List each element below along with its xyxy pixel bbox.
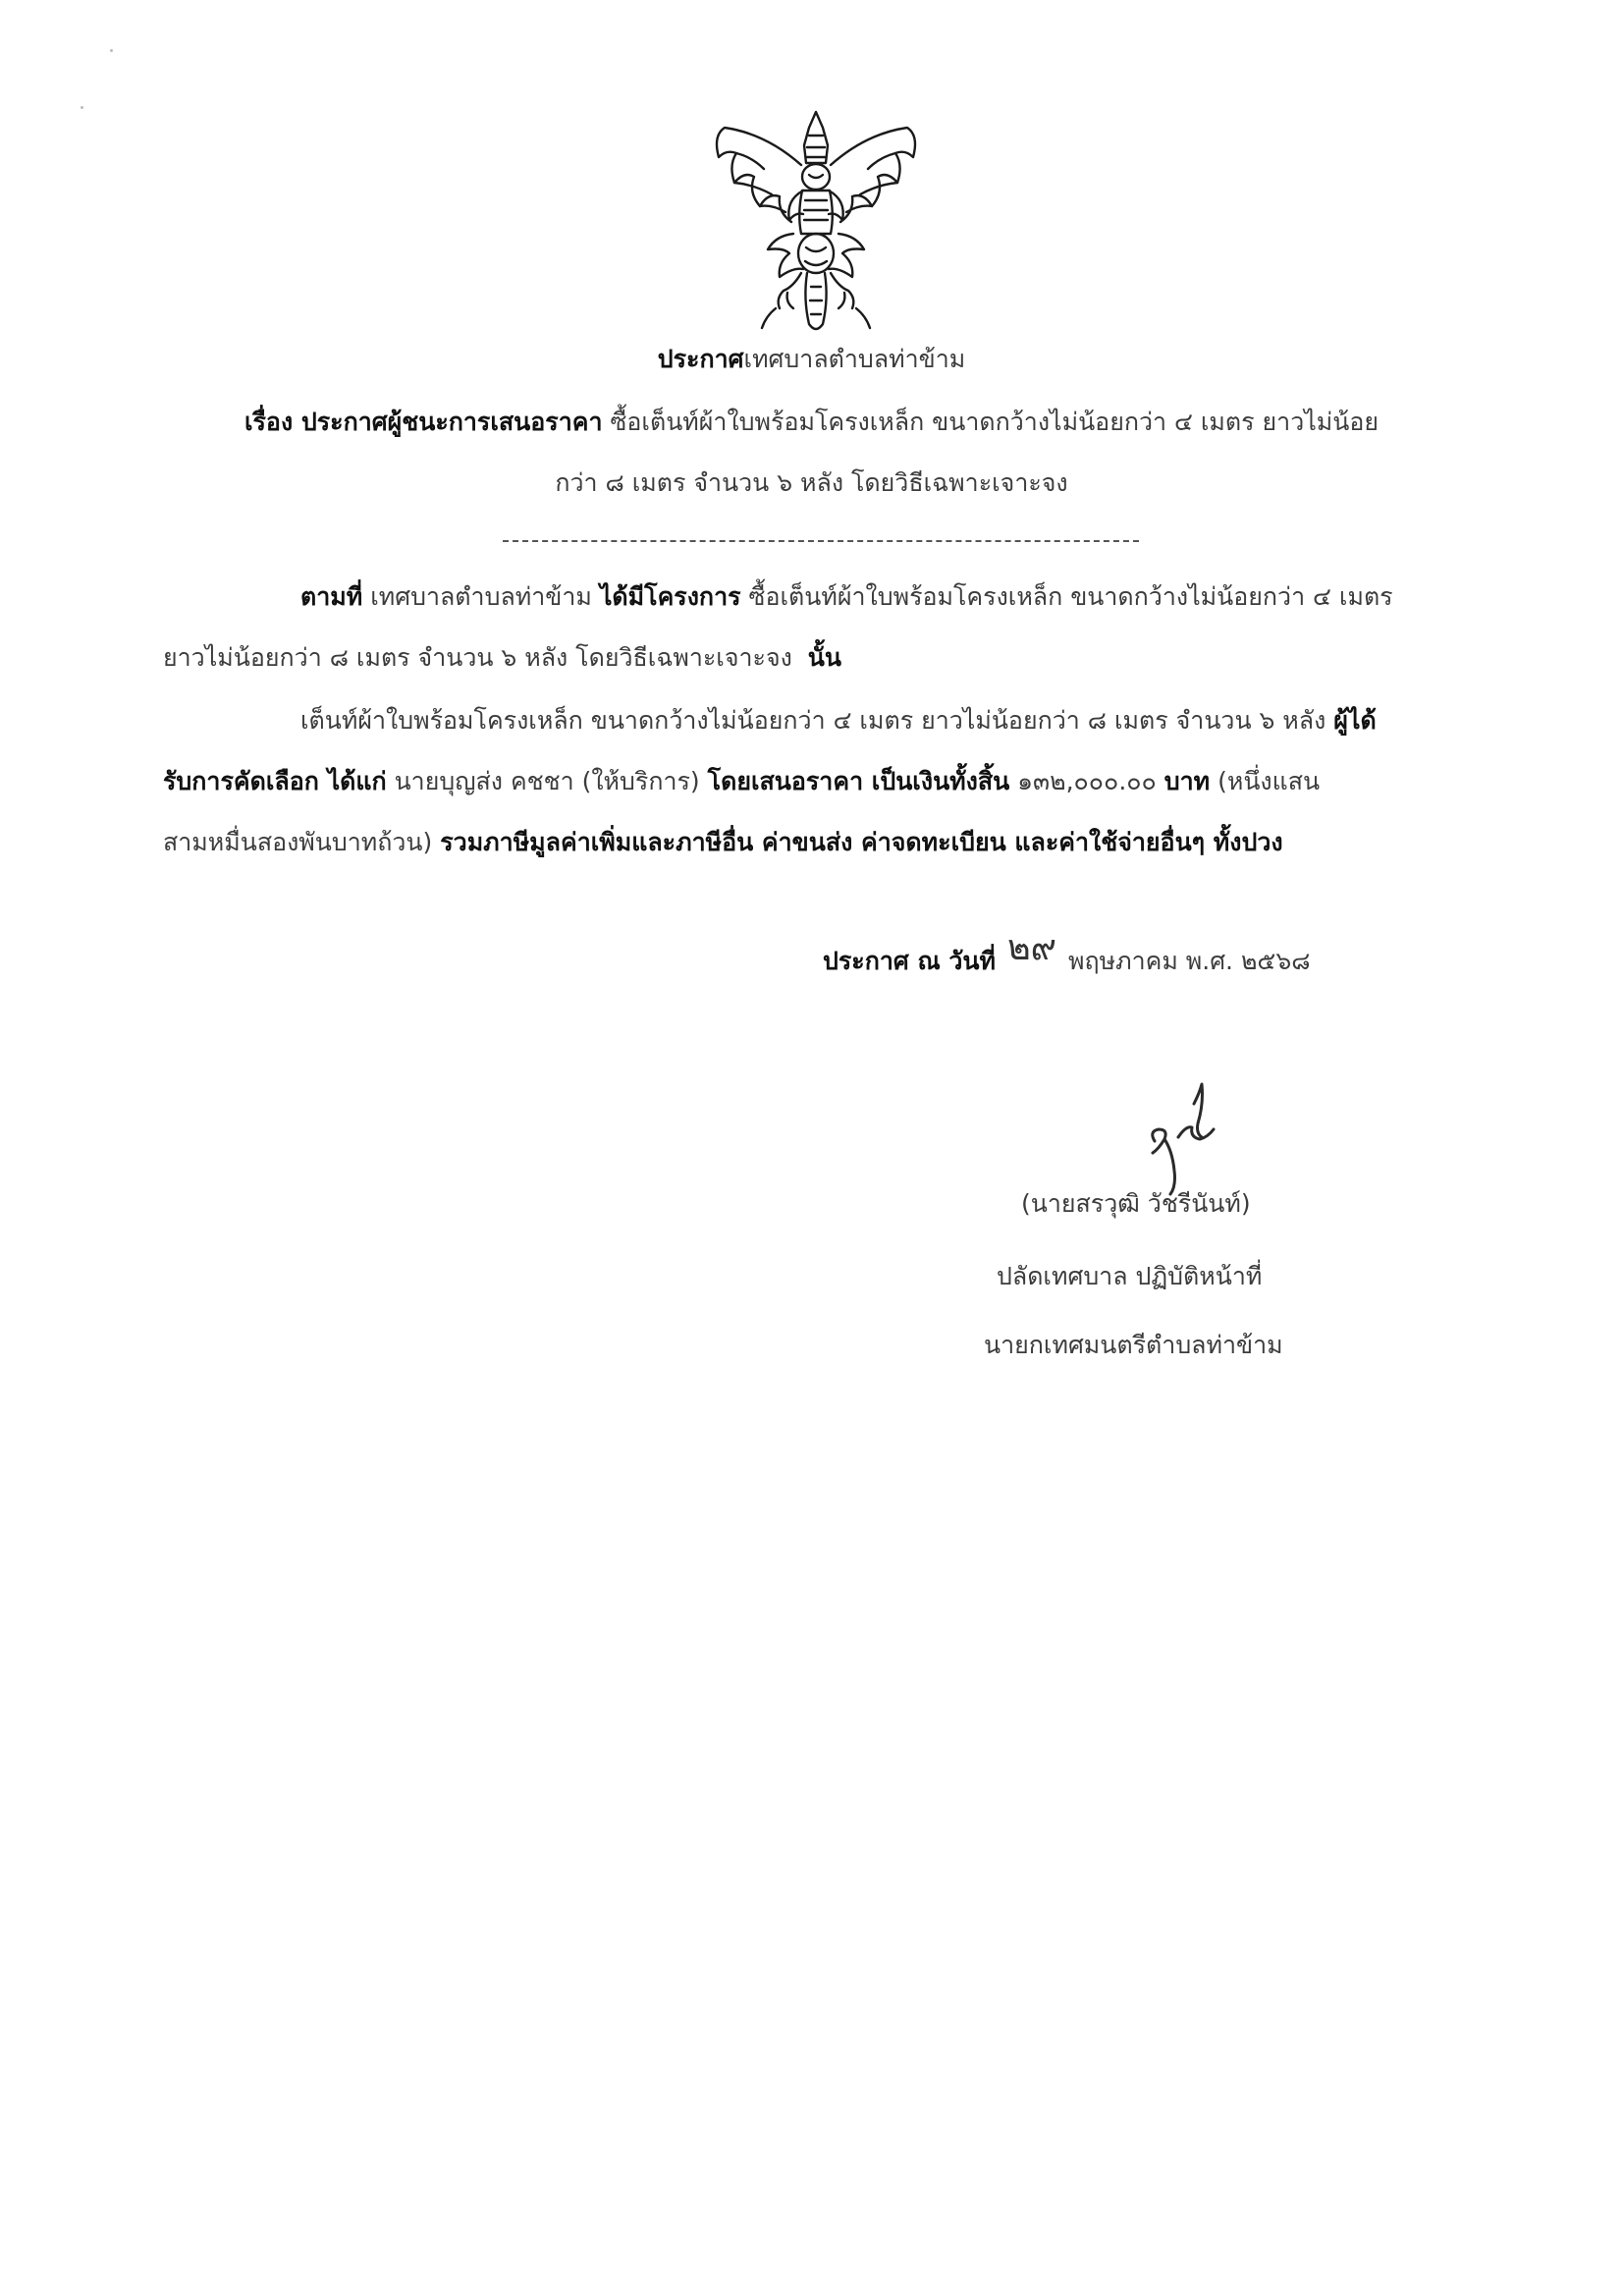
garuda-emblem-icon [707,106,925,340]
handwritten-signature-icon [1119,1080,1227,1198]
dashed-divider [503,540,1139,542]
signatory-position-2: นายกเทศมนตรีตำบลท่าข้าม [984,1331,1283,1359]
handwritten-day: ๒๙ [1006,928,1057,968]
paragraph-2-line-2: รับการคัดเลือก ได้แก่ นายบุญส่ง คชชา (ให้บริการ) โดยเสนอราคา เป็นเงินทั้งสิ้น ๑๓๒,๐๐๐.๐๐ บาท (หนึ่งแสน [163,767,1321,795]
paragraph-2-line-3: สามหมื่นสองพันบาทถ้วน) รวมภาษีมูลค่าเพิ่มและภาษีอื่น ค่าขนส่ง ค่าจดทะเบียน และค่าใช้จ่ายอื่นๆ ทั้งปวง [163,828,1283,856]
subject-line-2: กว่า ๘ เมตร จำนวน ๖ หลัง โดยวิธีเฉพาะเจาะจง [555,468,1068,497]
paragraph-1-line-1: ตามที่ เทศบาลตำบลท่าข้าม ได้มีโครงการ ซื้อเต็นท์ผ้าใบพร้อมโครงเหล็ก ขนาดกว้างไม่น้อยกว่า ๔ เมตร [300,582,1393,611]
scan-speck [110,49,113,52]
signatory-position-1: ปลัดเทศบาล ปฏิบัติหน้าที่ [997,1262,1263,1290]
announcement-date: ประกาศ ณ วันที่ ๒๙ พฤษภาคม พ.ศ. ๒๕๖๘ [823,928,1311,975]
scan-speck [81,106,83,109]
paragraph-2-line-1: เต็นท์ผ้าใบพร้อมโครงเหล็ก ขนาดกว้างไม่น้อยกว่า ๔ เมตร ยาวไม่น้อยกว่า ๘ เมตร จำนวน ๖ หลัง ผู้ได้ [300,706,1377,735]
paragraph-1-line-2: ยาวไม่น้อยกว่า ๘ เมตร จำนวน ๖ หลัง โดยวิธีเฉพาะเจาะจง นั้น [163,643,841,672]
signatory-name: (นายสรวุฒิ วัชรีนันท์) [1021,1189,1251,1218]
subject-line-1: เรื่อง ประกาศผู้ชนะการเสนอราคา ซื้อเต็นท์ผ้าใบพร้อมโครงเหล็ก ขนาดกว้างไม่น้อยกว่า ๔ เมตร ยาวไม่น้อย [243,408,1380,436]
document-title: ประกาศเทศบาลตำบลท่าข้าม [657,345,966,373]
